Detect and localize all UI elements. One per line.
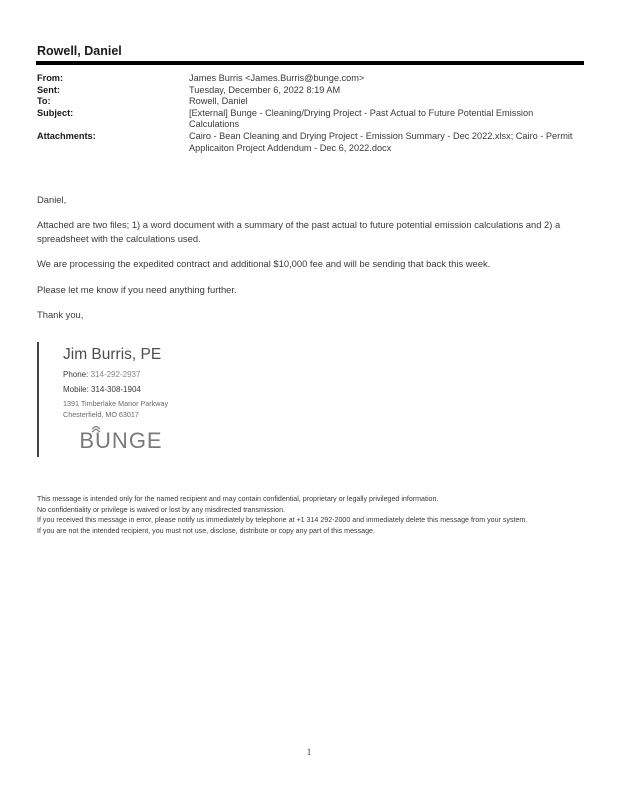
disclaimer-line-3: If you received this message in error, please notify us immediately by telephone at +1 314 292-2000 and immediately delete this message from your system. [37,516,528,525]
attachments-label: Attachments: [37,130,96,141]
body-paragraph-2: We are processing the expedited contract and additional $10,000 fee and will be sending that back this week. [37,258,491,270]
body-paragraph-1: Attached are two files; 1) a word document with a summary of the past actual to future potential emission calculations and 2) a spreadsheet with the calculations used. [37,219,561,244]
subject-label: Subject: [37,107,74,118]
page-number: 1 [306,747,312,757]
phone-label: Phone: [63,370,89,379]
disclaimer-line-4: If you are not the intended recipient, you must not use, disclose, distribute or copy any part of this message. [37,526,375,535]
signature-address-line-1: 1391 Timberlake Manor Parkway [63,399,169,408]
header-row-from [37,73,583,85]
attachments-value[interactable]: Cairo - Bean Cleaning and Drying Project - Emission Summary - Dec 2022.xlsx; Cairo - Permit Applicaiton Project Addendum - Dec 6, 2022.docx [189,130,573,153]
signature-phone [63,370,140,379]
to-value: Rowell, Daniel [189,96,248,107]
closing: Thank you, [37,309,84,321]
header-row-to [37,96,583,108]
from-value: James Burris <James.Burris@bunge.com> [189,73,365,83]
to-label: To: [37,96,51,107]
mailbox-owner-name: Rowell, Daniel [37,44,122,58]
email-body [37,193,585,333]
signature-address-line-2: Chesterfield, MO 63017 [63,410,139,419]
body-paragraph-3: Please let me know if you need anything further. [37,283,237,295]
bunge-logo-text: BUNGE [79,428,163,452]
signature-name: Jim Burris, PE [63,346,162,363]
header-row-subject [37,108,583,131]
greeting: Daniel, [37,194,67,205]
from-label: From: [37,73,64,83]
header-row-attachments [37,131,583,154]
signature-mobile [63,385,141,394]
legal-disclaimer [37,494,585,536]
bunge-logo [65,426,177,452]
header-divider [36,61,584,65]
phone-number: 314-292-2937 [90,370,141,379]
disclaimer-line-2: No confidentiality or privilege is waived or lost by any misdirected transmission. [37,505,285,514]
disclaimer-line-1: This message is intended only for the named recipient and may contain confidential, proprietary or legally privileged information. [37,495,439,503]
sent-label: Sent: [37,84,60,95]
header-row-sent [37,85,583,97]
mobile-number: 314-308-1904 [91,385,141,394]
sent-value: Tuesday, December 6, 2022 8:19 AM [189,84,341,95]
email-header [37,73,583,154]
mobile-label: Mobile: [63,385,89,394]
email-signature [37,342,239,457]
subject-value: [External] Bunge - Cleaning/Drying Project - Past Actual to Future Potential Emission Calculations [189,107,534,130]
